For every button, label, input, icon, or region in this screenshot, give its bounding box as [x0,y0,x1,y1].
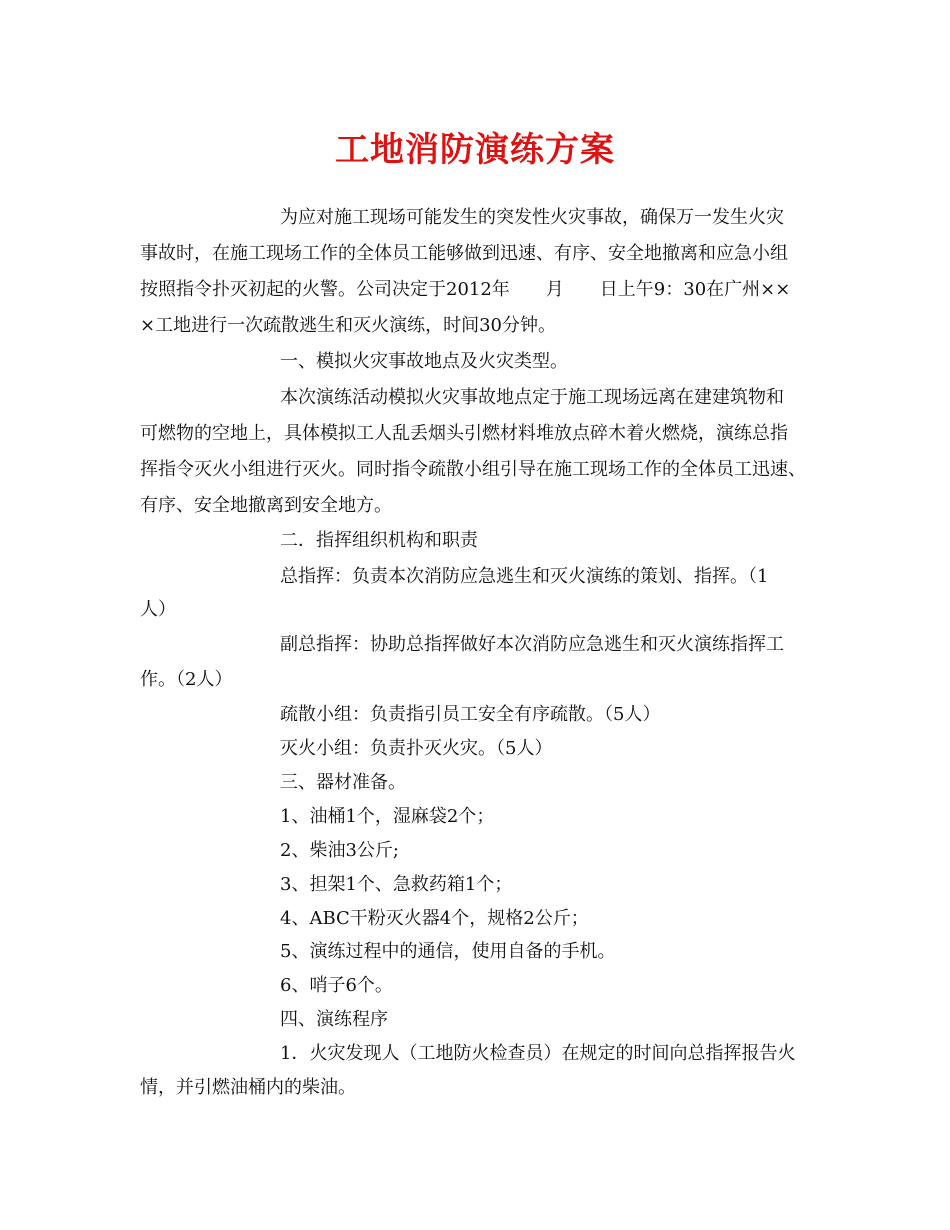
paragraph-line: 按照指令扑灭初起的火警。公司决定于2012年 月 日上午9：30在广州×× [140,279,791,300]
paragraph-line: 事故时，在施工现场工作的全体员工能够做到迅速、有序、安全地撤离和应急小组 [140,243,788,264]
list-item: 2、柴油3公斤; [280,840,399,861]
paragraph-line: 有序、安全地撤离到安全地方。 [140,495,392,516]
paragraph-line: 疏散小组：负责指引员工安全有序疏散。（5人） [280,704,661,725]
section-heading: 三、器材准备。 [280,772,406,793]
list-item: 1、油桶1个，湿麻袋2个； [280,806,495,827]
paragraph-line: 1．火灾发现人（工地防火检查员）在规定的时间向总指挥报告火 [280,1043,796,1064]
section-heading: 四、演练程序 [280,1009,388,1030]
paragraph-line: 挥指令灭火小组进行灭火。同时指令疏散小组引导在施工现场工作的全体员工迅速、 [140,459,806,480]
list-item: 5、演练过程中的通信，使用自备的手机。 [280,941,616,962]
paragraph-line: 作。（2人） [140,669,233,690]
paragraph-line: 灭火小组：负责扑灭火灾。（5人） [280,738,553,759]
paragraph-line: 副总指挥：协助总指挥做好本次消防应急逃生和灭火演练指挥工 [280,634,784,655]
paragraph-line: 本次演练活动模拟火灾事故地点定于施工现场远离在建建筑物和 [280,387,784,408]
paragraph-line: 为应对施工现场可能发生的突发性火灾事故，确保万一发生火灾 [280,207,784,228]
paragraph-line: 情，并引燃油桶内的柴油。 [140,1077,356,1098]
list-item: 6、哨子6个。 [280,975,393,996]
list-item: 4、ABC干粉灭火器4个，规格2公斤； [280,908,589,929]
section-heading: 一、模拟火灾事故地点及火灾类型。 [280,351,568,372]
paragraph-line: ×工地进行一次疏散逃生和灭火演练，时间30分钟。 [140,315,556,336]
paragraph-line: 总指挥：负责本次消防应急逃生和灭火演练的策划、指挥。（1 [280,566,769,587]
document-title: 工地消防演练方案 [335,130,615,170]
paragraph-line: 可燃物的空地上，具体模拟工人乱丢烟头引燃材料堆放点碎木着火燃烧，演练总指 [140,423,788,444]
section-heading: 二．指挥组织机构和职责 [280,530,478,551]
paragraph-line: 人） [140,599,176,620]
list-item: 3、担架1个、急救药箱1个； [280,874,513,895]
